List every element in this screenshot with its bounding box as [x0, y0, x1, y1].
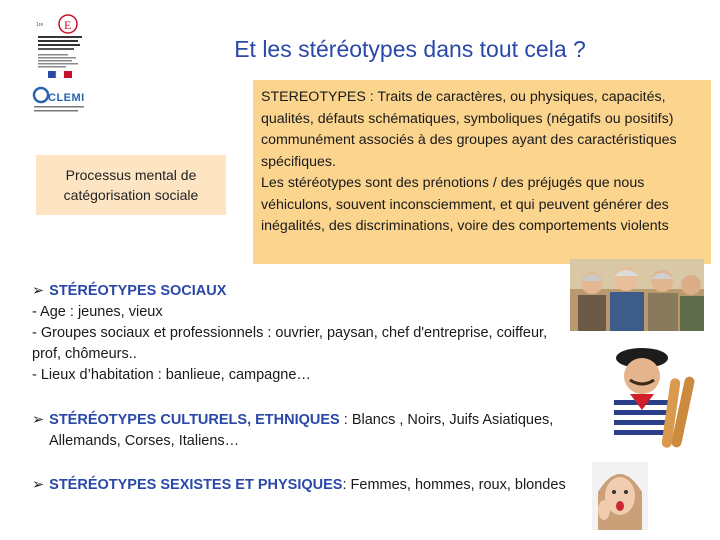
definition-term: STEREOTYPES [261, 89, 366, 105]
definition-box [253, 80, 711, 264]
section-social-line: - Groupes sociaux et professionnels : ouvrier, paysan, chef d'entreprise, coiffeur, prof, chômeurs.. [32, 325, 548, 362]
arrow-bullet-icon: ➢ [32, 283, 45, 299]
page-title: Et les stéréotypes dans tout cela ? [234, 36, 586, 62]
logo-block [30, 14, 90, 114]
section-social-title: STÉRÉOTYPES SOCIAUX [49, 283, 227, 299]
section-cultural-text: : Blancs , Noirs, Juifs Asiatiques, [339, 412, 554, 428]
section-sexist [32, 475, 602, 496]
section-sexist-text: : Femmes, hommes, roux, blondes [342, 477, 566, 493]
section-social [32, 281, 572, 386]
section-sexist-title: STÉRÉOTYPES SEXISTES ET PHYSIQUES [49, 477, 343, 493]
process-box: Processus mental de catégorisation sociale [36, 155, 226, 215]
clemi-wordmark: CLEMI [48, 92, 85, 104]
surprised-woman-photo [592, 462, 648, 530]
ministry-logo-icon [34, 14, 86, 80]
arrow-bullet-icon: ➢ [32, 477, 45, 493]
section-social-line: - Lieux d’habitation : banlieue, campagne… [32, 367, 311, 383]
svg-text:E: E [64, 18, 72, 32]
arrow-bullet-icon: ➢ [32, 412, 45, 428]
section-cultural-title: STÉRÉOTYPES CULTURELS, ETHNIQUES [49, 412, 340, 428]
section-social-line: - Age : jeunes, vieux [32, 304, 163, 320]
definition-text: : Traits de caractères, ou physiques, capacités, qualités, défauts schématiques, symboliques (négatifs ou positifs) communément associés à des groupes ayant des caractéristiques spécifiques. [261, 89, 677, 170]
section-cultural-text-2: Allemands, Corses, Italiens… [49, 433, 240, 449]
beret-man-photo [600, 338, 700, 448]
section-cultural [32, 410, 592, 452]
svg-text:1re: 1re [36, 22, 44, 28]
definition-text-2: Les stéréotypes sont des prénotions / des préjugés que nous véhiculons, souvent inconsciemment, et qui peuvent générer des inégalités, des discriminations, voire des comportements violents [261, 175, 669, 234]
elderly-people-photo [570, 259, 704, 331]
